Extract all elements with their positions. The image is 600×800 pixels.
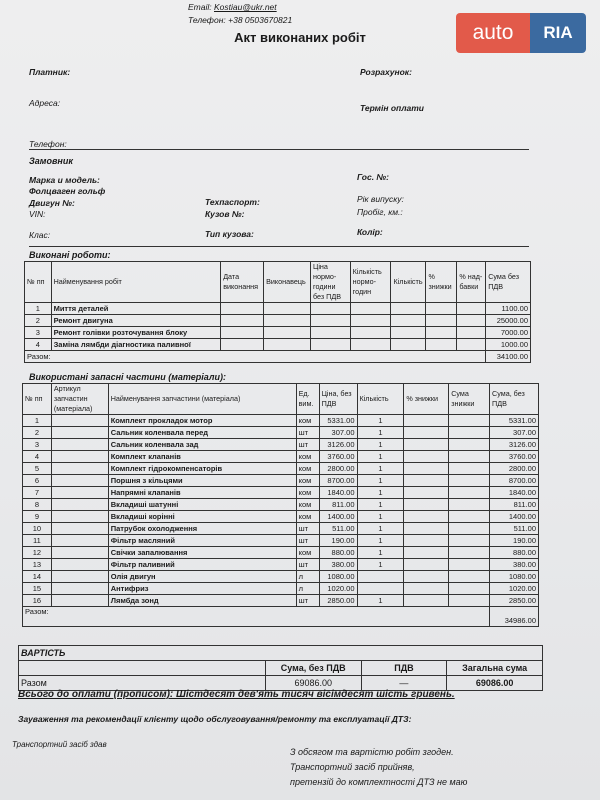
parts-cell-no: 11: [23, 535, 52, 547]
term-label: Термін оплати: [360, 103, 424, 113]
recipient-label: Розрахунок:: [360, 67, 412, 77]
parts-cell-unit: л: [296, 583, 319, 595]
agree-line-3: претензій до комплектності ДТЗ не маю: [290, 777, 468, 787]
parts-cell-no: 13: [23, 559, 52, 571]
parts-cell-price: 3760.00: [319, 451, 357, 463]
parts-cell-name: Комплект прокладок мотор: [108, 415, 296, 427]
parts-cell-qty: [357, 571, 404, 583]
parts-cell-price: 1840.00: [319, 487, 357, 499]
parts-cell-qty: 1: [357, 415, 404, 427]
parts-cell-discount: [404, 547, 449, 559]
parts-cell-qty: 1: [357, 535, 404, 547]
parts-row: [23, 547, 539, 559]
cost-table: [18, 645, 543, 691]
parts-cell-discount-sum: [449, 439, 490, 451]
parts-row: [23, 427, 539, 439]
parts-cell-qty: 1: [357, 559, 404, 571]
parts-cell-price: 307.00: [319, 427, 357, 439]
cost-sum: 69086.00: [265, 676, 361, 691]
parts-cell-article: [51, 427, 108, 439]
parts-row: [23, 511, 539, 523]
agree-line-2: Транспортний засіб прийняв,: [290, 762, 415, 772]
parts-cell-sum: 3760.00: [490, 451, 539, 463]
parts-cell-discount-sum: [449, 535, 490, 547]
cost-row-label: Разом: [19, 676, 266, 691]
gov-no-label: Гос. №:: [357, 172, 390, 182]
parts-cell-discount-sum: [449, 571, 490, 583]
parts-cell-article: [51, 451, 108, 463]
works-cell-sum: 7000.00: [486, 327, 531, 339]
works-cell-sum: 1000.00: [486, 339, 531, 351]
parts-cell-article: [51, 463, 108, 475]
cost-col-total: Загальна сума: [447, 661, 543, 676]
parts-cell-discount: [404, 475, 449, 487]
parts-cell-discount: [404, 427, 449, 439]
vehicle-underline: [29, 246, 529, 247]
parts-cell-article: [51, 571, 108, 583]
parts-cell-price: 2850.00: [319, 595, 357, 607]
works-section-title: Виконані роботи:: [29, 250, 111, 260]
parts-cell-discount-sum: [449, 463, 490, 475]
class-label: Клас:: [29, 230, 51, 240]
works-total-label: Разом:: [25, 351, 486, 363]
cost-total: 69086.00: [447, 676, 543, 691]
parts-cell-unit: шт: [296, 535, 319, 547]
parts-cell-discount: [404, 535, 449, 547]
works-cell-no: 4: [25, 339, 52, 351]
parts-row: [23, 487, 539, 499]
parts-row: [23, 415, 539, 427]
parts-cell-discount: [404, 415, 449, 427]
body-no-label: Кузов №:: [205, 209, 245, 219]
parts-section-title: Використані запасні частини (матеріали):: [29, 372, 226, 382]
parts-col-qty: Кількість: [357, 384, 404, 415]
parts-col-article: Артикул запчастин (матеріала): [51, 384, 108, 415]
works-col-name: Найменування робіт: [51, 262, 221, 303]
parts-cell-price: 1400.00: [319, 511, 357, 523]
cost-title: ВАРТІСТЬ: [19, 646, 543, 661]
parts-cell-qty: 1: [357, 511, 404, 523]
works-col-no: № пп: [25, 262, 52, 303]
parts-cell-name: Вкладиші шатунні: [108, 499, 296, 511]
parts-cell-discount-sum: [449, 487, 490, 499]
parts-cell-sum: 880.00: [490, 547, 539, 559]
parts-table: [22, 383, 539, 627]
parts-cell-discount-sum: [449, 475, 490, 487]
parts-row: [23, 451, 539, 463]
works-row: [25, 315, 531, 327]
phone-field-label: Телефон:: [29, 139, 67, 149]
parts-cell-unit: ком: [296, 487, 319, 499]
works-col-qty: Кількість: [391, 262, 426, 303]
parts-col-name: Найменування запчастини (матеріала): [108, 384, 296, 415]
email-value: Kostiau@ukr.net: [214, 2, 277, 12]
works-cell-no: 3: [25, 327, 52, 339]
parts-cell-qty: 1: [357, 487, 404, 499]
payer-label: Платник:: [29, 67, 71, 77]
parts-cell-no: 7: [23, 487, 52, 499]
email-line: [188, 2, 277, 12]
works-table: [24, 261, 531, 363]
phone-line: [188, 15, 292, 25]
year-label: Рік випуску:: [357, 194, 404, 204]
parts-cell-sum: 8700.00: [490, 475, 539, 487]
parts-cell-discount: [404, 439, 449, 451]
parts-cell-qty: 1: [357, 475, 404, 487]
body-type-label: Тип кузова:: [205, 229, 254, 239]
parts-cell-article: [51, 535, 108, 547]
logo-auto-text: auto: [456, 13, 530, 53]
parts-cell-price: 380.00: [319, 559, 357, 571]
cost-col-vat: ПДВ: [361, 661, 447, 676]
parts-row: [23, 595, 539, 607]
parts-col-no: № пп: [23, 384, 52, 415]
parts-cell-no: 3: [23, 439, 52, 451]
customer-label: Замовник: [29, 156, 73, 166]
works-row: [25, 327, 531, 339]
parts-cell-sum: 811.00: [490, 499, 539, 511]
parts-cell-no: 14: [23, 571, 52, 583]
parts-row: [23, 463, 539, 475]
document-title: Акт виконаних робіт: [234, 30, 366, 45]
works-col-discount: % знижки: [426, 262, 457, 303]
address-label: Адреса:: [29, 98, 61, 108]
parts-cell-unit: ком: [296, 499, 319, 511]
cost-header-row: [19, 661, 543, 676]
parts-cell-price: 3126.00: [319, 439, 357, 451]
parts-cell-unit: шт: [296, 439, 319, 451]
parts-cell-unit: ком: [296, 463, 319, 475]
parts-cell-discount-sum: [449, 523, 490, 535]
parts-cell-discount: [404, 487, 449, 499]
parts-cell-no: 9: [23, 511, 52, 523]
remarks-label: Зауваження та рекомендації клієнту щодо обслуговування/ремонту та експлуатації ДТЗ:: [18, 714, 412, 724]
cost-vat: —: [361, 676, 447, 691]
parts-cell-discount: [404, 451, 449, 463]
parts-cell-name: Фільтр паливний: [108, 559, 296, 571]
parts-cell-article: [51, 547, 108, 559]
tech-passport-label: Техпаспорт:: [205, 197, 260, 207]
parts-cell-discount: [404, 523, 449, 535]
parts-total-row: [23, 607, 539, 627]
parts-cell-name: Сальник коленвала перед: [108, 427, 296, 439]
parts-cell-sum: 1400.00: [490, 511, 539, 523]
parts-cell-discount-sum: [449, 415, 490, 427]
parts-cell-name: Напрямні клапанів: [108, 487, 296, 499]
parts-cell-name: Сальник коленвала зад: [108, 439, 296, 451]
parts-body: [23, 415, 539, 607]
parts-cell-qty: 1: [357, 451, 404, 463]
parts-cell-discount: [404, 499, 449, 511]
parts-cell-no: 16: [23, 595, 52, 607]
works-row: [25, 339, 531, 351]
parts-cell-no: 6: [23, 475, 52, 487]
parts-cell-article: [51, 523, 108, 535]
parts-cell-sum: 3126.00: [490, 439, 539, 451]
parts-cell-qty: 1: [357, 439, 404, 451]
parts-cell-no: 10: [23, 523, 52, 535]
parts-cell-no: 8: [23, 499, 52, 511]
parts-cell-sum: 2850.00: [490, 595, 539, 607]
parts-header-row: [23, 384, 539, 415]
parts-cell-article: [51, 439, 108, 451]
engine-no-label: Двигун №:: [29, 198, 75, 208]
parts-cell-unit: ком: [296, 511, 319, 523]
parts-cell-name: Комплект клапанів: [108, 451, 296, 463]
email-label: Email:: [188, 2, 212, 12]
parts-cell-discount-sum: [449, 559, 490, 571]
parts-cell-sum: 5331.00: [490, 415, 539, 427]
parts-cell-discount-sum: [449, 583, 490, 595]
parts-cell-article: [51, 559, 108, 571]
parts-cell-name: Патрубок охолодження: [108, 523, 296, 535]
works-total-value: 34100.00: [486, 351, 531, 363]
parts-cell-article: [51, 415, 108, 427]
works-cell-sum: 1100.00: [486, 303, 531, 315]
parts-cell-name: Лямбда зонд: [108, 595, 296, 607]
parts-cell-price: 190.00: [319, 535, 357, 547]
parts-row: [23, 583, 539, 595]
parts-cell-discount-sum: [449, 427, 490, 439]
parts-row: [23, 475, 539, 487]
parts-cell-article: [51, 511, 108, 523]
parts-cell-qty: 1: [357, 595, 404, 607]
works-col-markup: % над-бавки: [457, 262, 486, 303]
parts-cell-price: 811.00: [319, 499, 357, 511]
parts-cell-qty: 1: [357, 523, 404, 535]
cost-title-row: [19, 646, 543, 661]
parts-cell-name: Комплект гідрокомпенсаторів: [108, 463, 296, 475]
parts-total-value: 34986.00: [490, 607, 539, 627]
make-model-value: Фолцваген гольф: [29, 186, 106, 196]
works-row: [25, 303, 531, 315]
parts-cell-qty: 1: [357, 463, 404, 475]
parts-cell-unit: л: [296, 571, 319, 583]
parts-row: [23, 571, 539, 583]
make-model-label: Марка и модель:: [29, 175, 100, 185]
parts-cell-no: 15: [23, 583, 52, 595]
parts-row: [23, 523, 539, 535]
parts-cell-no: 4: [23, 451, 52, 463]
parts-cell-price: 5331.00: [319, 415, 357, 427]
works-cell-sum: 25000.00: [486, 315, 531, 327]
parts-cell-discount-sum: [449, 547, 490, 559]
mileage-label: Пробіг, км.:: [357, 207, 403, 217]
parts-cell-article: [51, 499, 108, 511]
parts-cell-name: Олія двигун: [108, 571, 296, 583]
parts-cell-no: 1: [23, 415, 52, 427]
parts-cell-qty: [357, 583, 404, 595]
vin-label: VIN:: [29, 209, 46, 219]
parts-cell-sum: 511.00: [490, 523, 539, 535]
parts-cell-unit: шт: [296, 523, 319, 535]
parts-cell-article: [51, 487, 108, 499]
parts-row: [23, 535, 539, 547]
works-cell-name: Заміна лямбди діагностика паливної: [51, 339, 221, 351]
parts-cell-discount: [404, 559, 449, 571]
parts-cell-unit: ком: [296, 475, 319, 487]
parts-col-sum: Сума, без ПДВ: [490, 384, 539, 415]
works-cell-name: Ремонт голівки розточування блоку: [51, 327, 221, 339]
parts-cell-unit: шт: [296, 427, 319, 439]
parts-cell-discount-sum: [449, 451, 490, 463]
parts-cell-sum: 190.00: [490, 535, 539, 547]
parts-cell-name: Антифриз: [108, 583, 296, 595]
parts-cell-discount-sum: [449, 595, 490, 607]
parts-cell-discount-sum: [449, 511, 490, 523]
parts-cell-qty: 1: [357, 499, 404, 511]
parts-cell-sum: 2800.00: [490, 463, 539, 475]
parts-cell-unit: ком: [296, 415, 319, 427]
color-label: Колір:: [357, 227, 383, 237]
parts-cell-price: 880.00: [319, 547, 357, 559]
works-header-row: [25, 262, 531, 303]
parts-col-unit: Ед. вим.: [296, 384, 319, 415]
works-col-hours: Кількість нормо-годин: [350, 262, 391, 303]
parts-col-discount: % знижки: [404, 384, 449, 415]
works-cell-name: Ремонт двигуна: [51, 315, 221, 327]
parts-cell-article: [51, 595, 108, 607]
parts-total-label: Разом:: [23, 607, 490, 627]
parts-cell-discount: [404, 595, 449, 607]
works-col-sum: Сума без ПДВ: [486, 262, 531, 303]
parts-row: [23, 559, 539, 571]
works-total-row: [25, 351, 531, 363]
parts-cell-sum: 380.00: [490, 559, 539, 571]
parts-cell-unit: ком: [296, 451, 319, 463]
parts-cell-sum: 1080.00: [490, 571, 539, 583]
parts-row: [23, 439, 539, 451]
parts-cell-article: [51, 583, 108, 595]
phone-value: +38 0503670821: [228, 15, 293, 25]
logo-ria-text: RIA: [530, 13, 586, 53]
parts-cell-name: Фільтр масляний: [108, 535, 296, 547]
parts-cell-unit: ком: [296, 547, 319, 559]
works-cell-no: 2: [25, 315, 52, 327]
parts-cell-no: 5: [23, 463, 52, 475]
parts-cell-price: 8700.00: [319, 475, 357, 487]
parts-cell-discount: [404, 583, 449, 595]
parts-cell-article: [51, 475, 108, 487]
cost-col-sum: Сума, без ПДВ: [265, 661, 361, 676]
phone-label: Телефон:: [188, 15, 226, 25]
parts-cell-unit: шт: [296, 595, 319, 607]
agree-line-1: З обсягом та вартістю робіт згоден.: [290, 747, 454, 757]
parts-row: [23, 499, 539, 511]
parts-cell-qty: 1: [357, 427, 404, 439]
parts-cell-name: Поршня з кільцями: [108, 475, 296, 487]
parts-cell-discount: [404, 571, 449, 583]
parts-cell-price: 2800.00: [319, 463, 357, 475]
works-col-price: Ціна нормо-години без ПДВ: [311, 262, 351, 303]
parts-cell-name: Вкладиші корінні: [108, 511, 296, 523]
parts-col-price: Ціна, без ПДВ: [319, 384, 357, 415]
parts-cell-price: 1080.00: [319, 571, 357, 583]
works-col-date: Дата виконання: [221, 262, 264, 303]
parts-cell-discount: [404, 511, 449, 523]
parts-cell-no: 12: [23, 547, 52, 559]
parts-cell-price: 511.00: [319, 523, 357, 535]
parts-col-discount-sum: Сума знижки: [449, 384, 490, 415]
parts-cell-sum: 307.00: [490, 427, 539, 439]
phone-underline: [29, 149, 529, 150]
parts-cell-sum: 1840.00: [490, 487, 539, 499]
works-cell-no: 1: [25, 303, 52, 315]
parts-cell-sum: 1020.00: [490, 583, 539, 595]
handed-over-label: Транспортний засіб здав: [12, 740, 107, 749]
works-col-executor: Виконавець: [264, 262, 311, 303]
parts-cell-price: 1020.00: [319, 583, 357, 595]
parts-cell-discount-sum: [449, 499, 490, 511]
parts-cell-no: 2: [23, 427, 52, 439]
works-cell-name: Миття деталей: [51, 303, 221, 315]
parts-cell-discount: [404, 463, 449, 475]
parts-cell-unit: шт: [296, 559, 319, 571]
parts-cell-name: Свічки запалювання: [108, 547, 296, 559]
total-in-words: Всього до оплати (прописом): Шістдесят дев'ять тисяч вісімдесят шість гривень.: [18, 689, 455, 700]
parts-cell-qty: 1: [357, 547, 404, 559]
